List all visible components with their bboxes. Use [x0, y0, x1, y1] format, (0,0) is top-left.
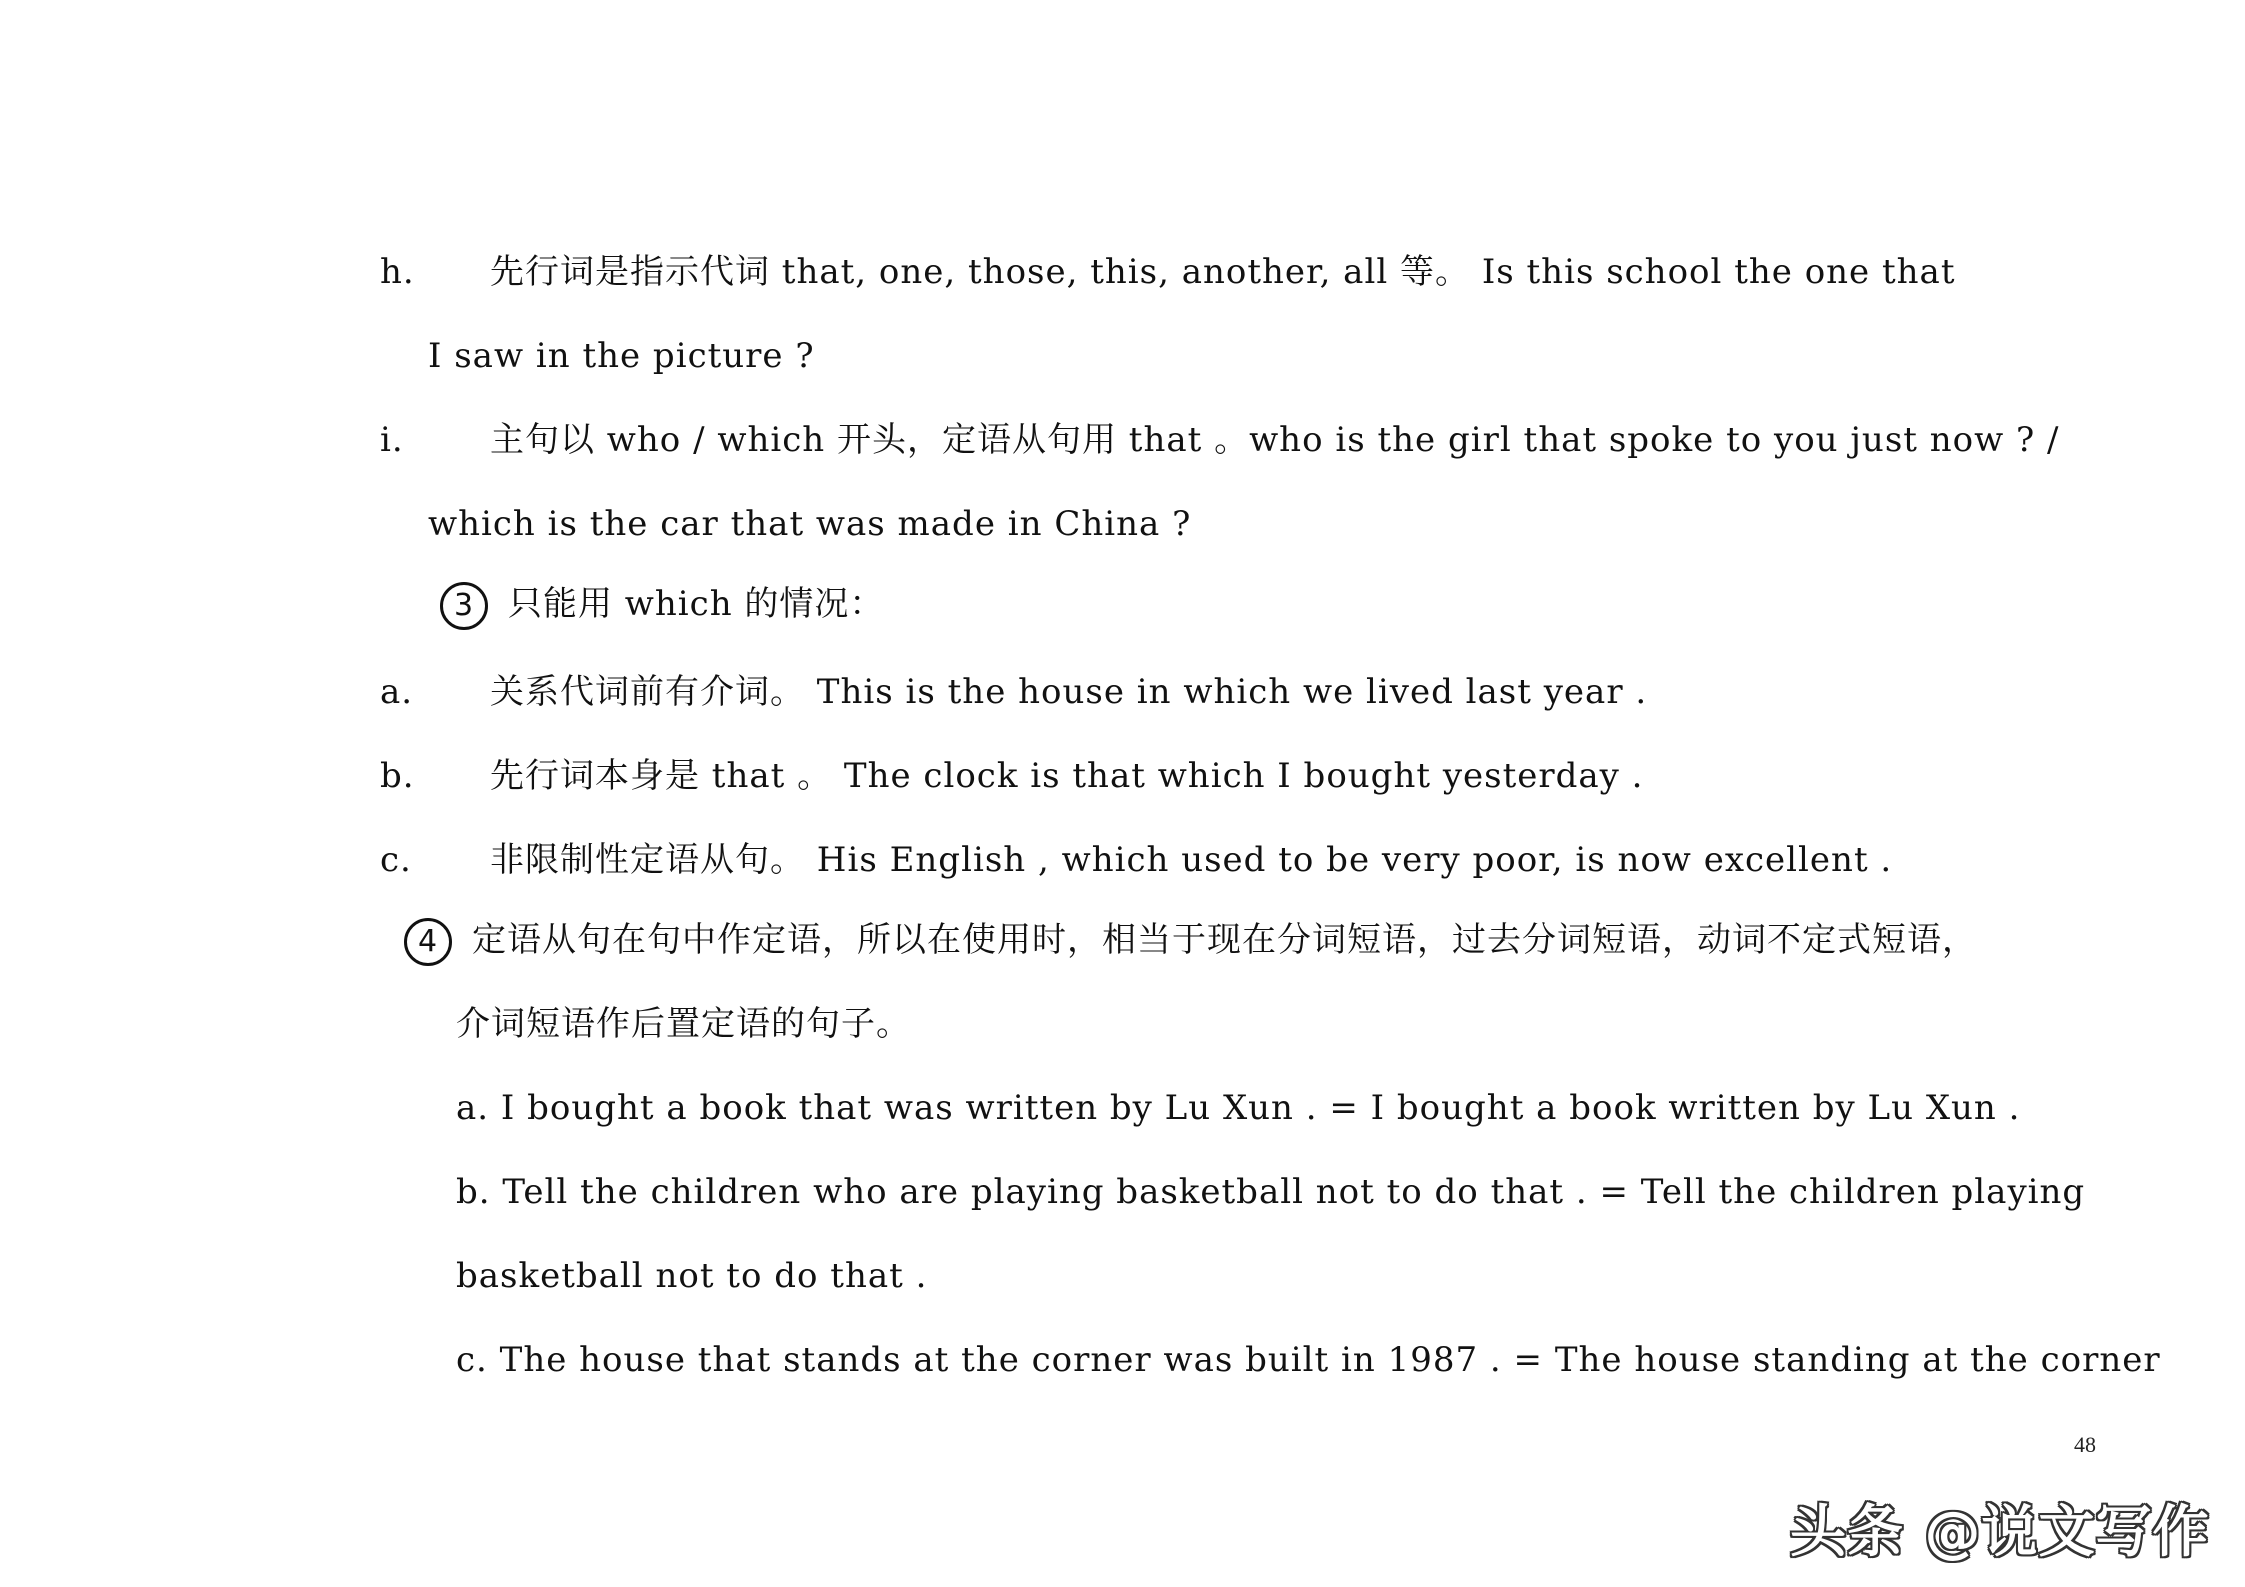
item-i-text: 主句以 who / which 开头，定语从句用 that 。who is the girl that spoke to you just now ? / [490, 420, 2060, 460]
item-c-text: 非限制性定语从句。 His English , which used to be very poor, is now excellent . [490, 840, 1893, 880]
item-b-marker: b. [380, 756, 415, 796]
section3-title: 只能用 which 的情况： [508, 584, 885, 624]
section3-heading [440, 582, 884, 630]
item-i-line2: which is the car that was made in China ? [428, 504, 1192, 544]
item-h-line1 [380, 252, 1955, 292]
item-c-marker: c. [380, 840, 412, 880]
item-h-text: 先行词是指示代词 that, one, those, this, another, all 等。 Is this school the one that [490, 252, 1956, 292]
item-i-line1 [380, 420, 2060, 460]
example-a: a. I bought a book that was written by Lu Xun . = I bought a book written by Lu Xun . [456, 1088, 2021, 1128]
circled-number-3: 3 [440, 582, 488, 630]
example-c: c. The house that stands at the corner was built in 1987 . = The house standing at the corner [456, 1340, 2161, 1380]
example-b-line1: b. Tell the children who are playing basketball not to do that . = Tell the children playing [456, 1172, 2086, 1212]
section4-text: 定语从句在句中作定语，所以在使用时，相当于现在分词短语，过去分词短语，动词不定式短语， [472, 920, 1977, 960]
item-a-marker: a. [380, 672, 414, 712]
section4-line2: 介词短语作后置定语的句子。 [456, 1004, 911, 1044]
example-b-line2: basketball not to do that . [456, 1256, 928, 1296]
item-c [380, 840, 1892, 880]
section4-line1 [404, 918, 1977, 966]
circled-number-4: 4 [404, 918, 452, 966]
item-b [380, 756, 1644, 796]
item-h-marker: h. [380, 252, 415, 292]
watermark-logo: 头条 @说文写作 [1790, 1500, 2210, 1565]
item-h-line2: I saw in the picture ? [428, 336, 815, 376]
page-number: 48 [2074, 1432, 2096, 1457]
item-b-text: 先行词本身是 that 。 The clock is that which I bought yesterday . [490, 756, 1644, 796]
item-a [380, 672, 1647, 712]
item-a-text: 关系代词前有介词。 This is the house in which we lived last year . [490, 672, 1648, 712]
item-i-marker: i. [380, 420, 404, 460]
